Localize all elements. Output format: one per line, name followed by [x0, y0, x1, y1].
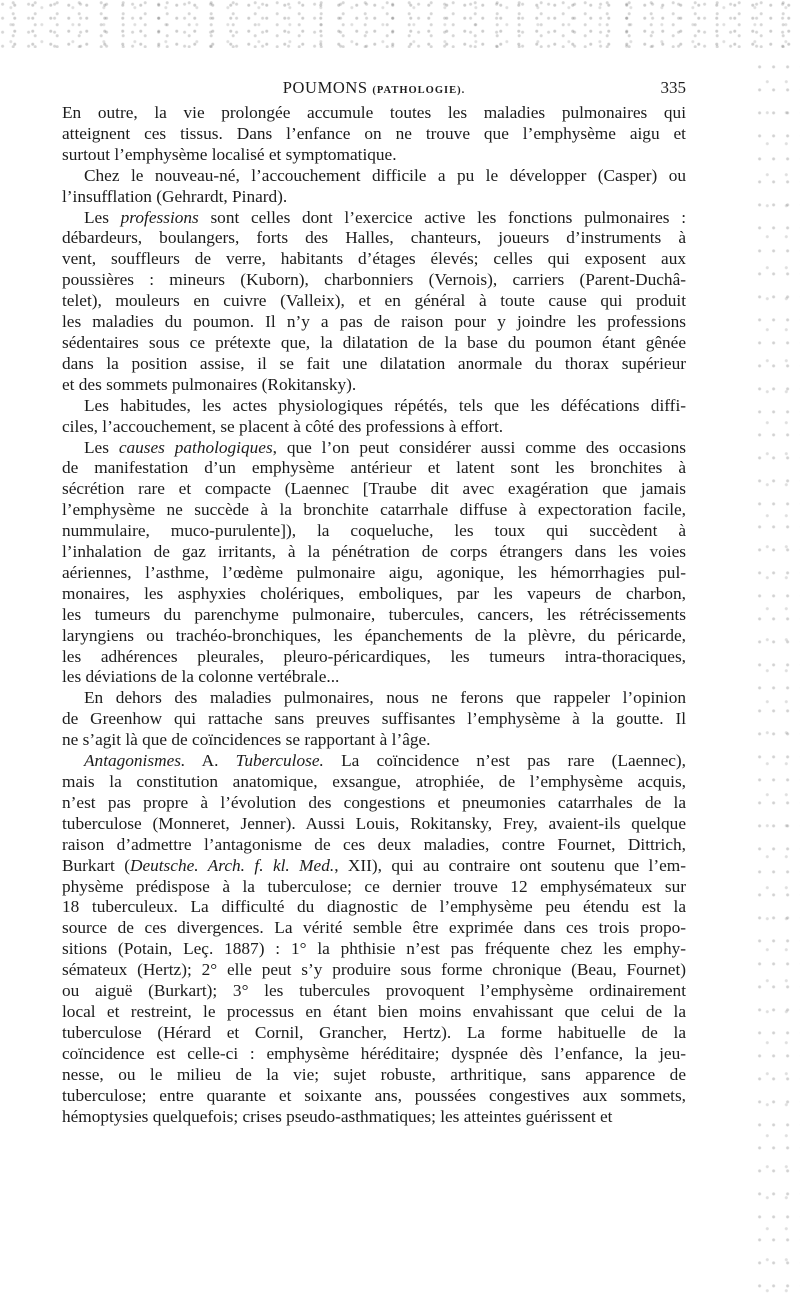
text-line: Les professions sont celles dont l’exercice active les fonctions pulmonaires : — [84, 207, 686, 227]
text-line: nesse, ou le milieu de la vie; sujet robuste, arthritique, sans apparence de — [62, 1064, 686, 1084]
text-line: atteignent ces tissus. Dans l’enfance on ne trouve que l’emphysème aigu et — [62, 123, 686, 143]
text-line: Chez le nouveau-né, l’accouchement difficile a pu le développer (Casper) ou — [84, 165, 686, 185]
text-line: telet), mouleurs en cuivre (Valleix), et en général à toute cause qui produit — [62, 291, 686, 311]
running-header — [62, 78, 686, 100]
text-line: débardeurs, boulangers, forts des Halles, chanteurs, joueurs d’instruments à — [62, 228, 686, 248]
text-line: ou aiguë (Burkart); 3° les tubercules provoquent l’emphysème ordinairement — [62, 981, 686, 1001]
text-line: monaires, les asphyxies cholériques, emboliques, par les vapeurs de charbon, — [62, 583, 686, 603]
text-line: 18 tuberculeux. La difficulté du diagnostic de l’emphysème peu étendu est la — [62, 897, 686, 917]
text-line: les déviations de la colonne vertébrale... — [62, 667, 340, 687]
running-title-main: POUMONS — [282, 78, 368, 97]
text-line: Les causes pathologiques, que l’on peut considérer aussi comme des occasions — [84, 437, 686, 457]
scan-noise-right — [754, 60, 800, 1300]
text-line: tuberculose; entre quarante et soixante ans, poussées congestives aux sommets, — [62, 1085, 686, 1105]
running-title-subtitle: (PATHOLOGIE). — [372, 85, 466, 96]
text-line: ne s’agit là que de coïncidences se rapportant à l’âge. — [62, 730, 431, 750]
text-line: En outre, la vie prolongée accumule toutes les maladies pulmonaires qui — [62, 103, 686, 122]
text-line: sitions (Potain, Leç. 1887) : 1° la phthisie n’est pas fréquente chez les emphy- — [62, 939, 686, 959]
page-number: 335 — [660, 78, 686, 97]
text-line: En dehors des maladies pulmonaires, nous ne ferons que rappeler l’opinion — [84, 688, 686, 708]
text-line: mais la constitution anatomique, exsangue, atrophiée, de l’emphysème acquis, — [62, 772, 686, 791]
text-line: aériennes, l’asthme, l’œdème pulmonaire aigu, agonique, les hémorrhagies pul- — [62, 562, 686, 582]
text-line: n’est pas propre à l’évolution des congestions et pneumonies catarrhales de la — [62, 792, 686, 812]
text-line: nummulaire, muco-purulente]), la coqueluche, les toux qui succèdent à — [62, 521, 686, 541]
body-text — [62, 103, 686, 1127]
text-line: de Greenhow qui rattache sans preuves suffisantes l’emphysème à la goutte. Il — [62, 709, 686, 729]
text-line: hémoptysies quelquefois; crises pseudo-asthmatiques; les atteintes guérissent et — [62, 1106, 613, 1126]
text-line: Antagonismes. A. Tuberculose. La coïncidence n’est pas rare (Laennec), — [84, 751, 686, 771]
text-line: dans la position assise, il se fait une dilatation anormale du thorax supérieur — [62, 353, 686, 373]
text-line: sédentaires sous ce prétexte que, la dilatation de la base du poumon étant gênée — [62, 332, 686, 352]
text-line: poussières : mineurs (Kuborn), charbonniers (Vernois), carriers (Parent-Duchâ- — [62, 270, 686, 290]
text-line: raison d’admettre l’antagonisme de ces deux maladies, contre Fournet, Dittrich, — [62, 834, 686, 854]
text-line: les tumeurs du parenchyme pulmonaire, tubercules, cancers, les rétrécissements — [62, 604, 686, 624]
running-title — [62, 78, 686, 98]
text-line: et des sommets pulmonaires (Rokitansky). — [62, 374, 357, 394]
text-line: source de ces divergences. La vérité semble être exprimée dans ces trois propo- — [62, 918, 686, 938]
scan-noise-top — [0, 0, 800, 48]
text-line: sécrétion rare et compacte (Laennec [Traube dit avec exagération que jamais — [62, 479, 686, 499]
text-line: ciles, l’accouchement, se placent à côté des professions à effort. — [62, 416, 504, 436]
text-line: l’inhalation de gaz irritants, à la pénétration de corps étrangers dans les voies — [62, 542, 686, 562]
text-line: Burkart (Deutsche. Arch. f. kl. Med., XII), qui au contraire ont soutenu que l’em- — [62, 855, 686, 875]
text-line: tuberculose (Monneret, Jenner). Aussi Louis, Rokitansky, Frey, avaient-ils quelque — [62, 813, 686, 833]
text-line: les maladies du poumon. Il n’y a pas de raison pour y joindre les professions — [62, 312, 686, 332]
text-line: Les habitudes, les actes physiologiques répétés, tels que les défécations diffi- — [84, 395, 686, 415]
text-line: laryngiens ou trachéo-bronchiques, les épanchements de la plèvre, du péricarde, — [62, 625, 686, 645]
text-line: l’insufflation (Gehrardt, Pinard). — [62, 186, 288, 206]
text-line: l’emphysème ne succède à la bronchite catarrhale diffuse à expectoration facile, — [62, 500, 686, 520]
text-line: physème prédispose à la tuberculose; ce dernier trouve 12 emphysémateux sur — [62, 876, 686, 896]
text-line: surtout l’emphysème localisé et symptomatique. — [62, 144, 397, 164]
text-line: les adhérences pleurales, pleuro-péricardiques, les tumeurs intra-thoraciques, — [62, 646, 686, 666]
text-line: tuberculose (Hérard et Cornil, Grancher, Hertz). La forme habituelle de la — [62, 1022, 686, 1042]
text-line: de manifestation d’un emphysème antérieur et latent sont les bronchites à — [62, 458, 686, 478]
text-line: vent, souffleurs de verre, habitants d’étages élevés; celles qui exposent aux — [62, 249, 686, 269]
text-line: coïncidence est celle-ci : emphysème héréditaire; dyspnée dès l’enfance, la jeu- — [62, 1043, 686, 1063]
text-line: local et restreint, le processus en étant bien moins envahissant que celui de la — [62, 1001, 686, 1021]
text-line: sémateux (Hertz); 2° elle peut s’y produire sous forme chronique (Beau, Fournet) — [62, 960, 686, 980]
